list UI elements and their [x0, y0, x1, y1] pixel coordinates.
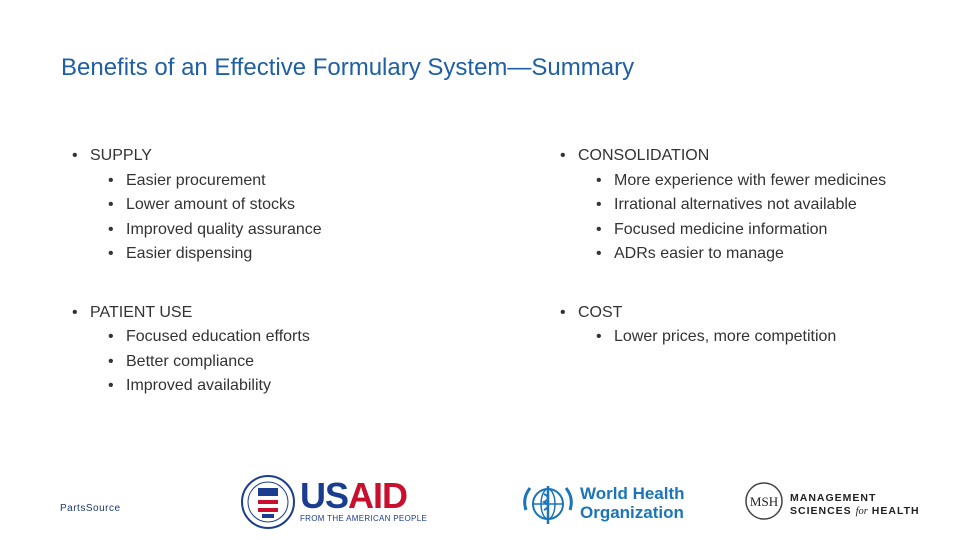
list-item — [560, 325, 886, 350]
usaid-aid: AID — [348, 475, 408, 516]
cost-section — [560, 301, 886, 350]
patient-use-heading: PATIENT USE — [90, 303, 193, 321]
supply-item: Lower amount of stocks — [126, 196, 295, 213]
supply-heading-line — [72, 144, 322, 169]
msh-sciences: SCIENCES — [790, 505, 852, 517]
bullet: • — [596, 196, 602, 213]
supply-item: Easier procurement — [126, 171, 266, 189]
supply-item: Easier dispensing — [126, 245, 253, 262]
usaid-us: US — [300, 475, 349, 516]
patient-use-item: Focused education efforts — [126, 328, 310, 345]
bullet: • — [108, 328, 114, 345]
patient-use-item: Better compliance — [126, 352, 255, 370]
patient-use-section — [72, 301, 322, 399]
bullet: • — [560, 303, 566, 321]
list-item — [72, 193, 322, 218]
right-column — [560, 144, 886, 350]
list-item — [72, 350, 322, 375]
bullet: • — [108, 196, 114, 213]
msh-mark: MSH — [749, 494, 779, 509]
bullet: • — [72, 147, 78, 164]
list-item — [560, 242, 886, 267]
patient-use-heading-line — [72, 301, 322, 326]
msh-line1: MANAGEMENT — [790, 492, 877, 504]
supply-section — [72, 144, 322, 267]
bullet: • — [596, 328, 602, 345]
who-line1: World Health — [580, 484, 685, 503]
consolidation-heading-line — [560, 144, 886, 169]
bullet: • — [596, 245, 602, 262]
supply-heading: SUPPLY — [90, 147, 152, 164]
partssource-logo: PartsSource — [60, 503, 121, 514]
list-item — [72, 325, 322, 350]
consolidation-section — [560, 144, 886, 267]
msh-emblem-icon — [744, 481, 784, 521]
msh-wordmark — [790, 492, 920, 518]
msh-for: for — [855, 506, 868, 517]
consolidation-heading: CONSOLIDATION — [578, 147, 710, 164]
bullet: • — [596, 171, 602, 189]
slide-title: Benefits of an Effective Formulary System—Summary — [61, 54, 635, 81]
supply-item: Improved quality assurance — [126, 220, 322, 238]
who-wordmark — [580, 484, 685, 522]
bullet: • — [108, 171, 114, 189]
cost-item: Lower prices, more competition — [614, 328, 837, 345]
bullet: • — [108, 220, 114, 238]
list-item — [560, 193, 886, 218]
bullet: • — [72, 303, 78, 321]
msh-health: HEALTH — [871, 505, 920, 517]
cost-heading-line — [560, 301, 886, 326]
list-item — [72, 374, 322, 399]
list-item — [72, 169, 322, 194]
usaid-seal-icon — [238, 474, 298, 530]
bullet: • — [108, 352, 114, 370]
list-item — [72, 218, 322, 243]
bullet: • — [596, 220, 602, 238]
bullet: • — [108, 377, 114, 394]
patient-use-item: Improved availability — [126, 377, 271, 394]
list-item — [560, 218, 886, 243]
left-column — [72, 144, 322, 399]
bullet: • — [108, 245, 114, 262]
usaid-wordmark — [300, 475, 408, 516]
bullet: • — [560, 147, 566, 164]
list-item — [560, 169, 886, 194]
who-line2: Organization — [580, 503, 684, 522]
cost-heading: COST — [578, 303, 623, 321]
consolidation-item: Irrational alternatives not available — [614, 196, 857, 213]
list-item — [72, 242, 322, 267]
consolidation-item: Focused medicine information — [614, 220, 828, 238]
msh-line2 — [790, 505, 920, 518]
usaid-tagline: FROM THE AMERICAN PEOPLE — [300, 514, 428, 523]
consolidation-item: More experience with fewer medicines — [614, 171, 887, 189]
consolidation-item: ADRs easier to manage — [614, 245, 784, 262]
who-emblem-icon — [520, 480, 576, 528]
